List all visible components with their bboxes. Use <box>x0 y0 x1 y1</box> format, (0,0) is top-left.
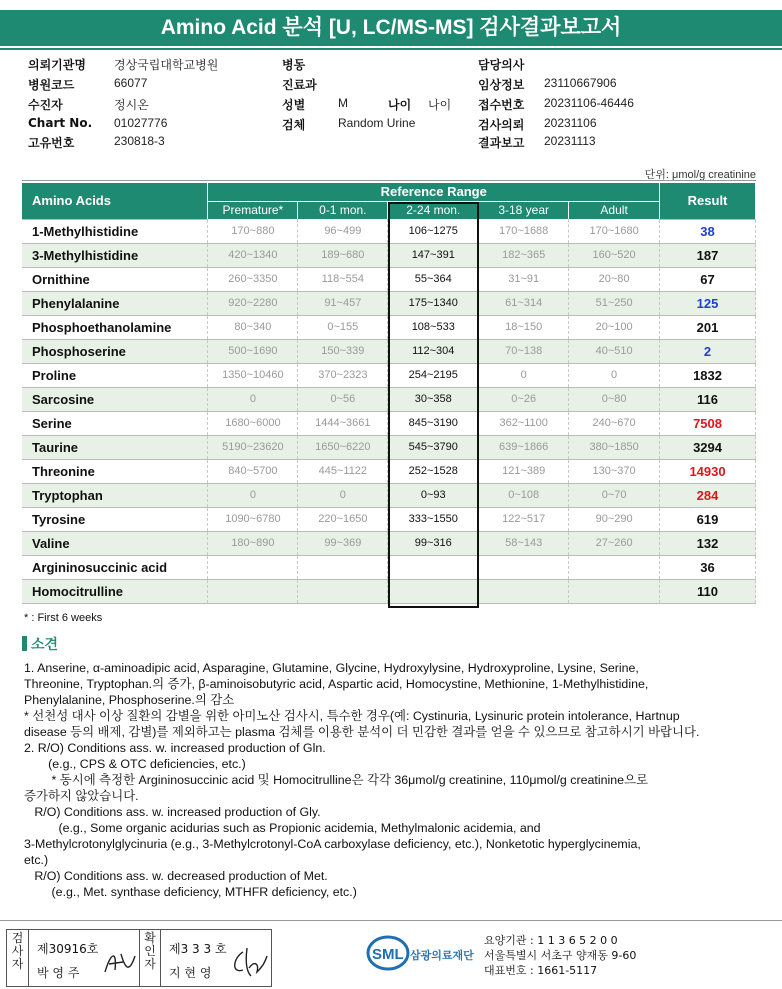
info-value: 230818-3 <box>114 134 165 148</box>
table-row <box>22 387 756 411</box>
reference-range-cell: 40~510 <box>569 339 660 363</box>
footnote: * : First 6 weeks <box>24 612 103 624</box>
result-value: 619 <box>660 507 756 531</box>
reference-range-cell: 90~290 <box>569 507 660 531</box>
reference-range-cell: 96~499 <box>298 219 388 243</box>
info-row <box>28 116 768 132</box>
findings-line: Threonine, Tryptophan.의 증가, β-aminoisobutyric acid, Aspartic acid, Homocystine, Methionine, 1-Methylhistidine, <box>24 677 649 691</box>
reference-range-cell: 170~880 <box>208 219 298 243</box>
reference-range-cell: 5190~23620 <box>208 435 298 459</box>
findings-line: R/O) Conditions ass. w. decreased production of Met. <box>24 869 328 883</box>
reference-range-cell: 91~457 <box>298 291 388 315</box>
logo-text: SML <box>372 946 404 963</box>
amino-acid-name: Threonine <box>22 459 208 483</box>
table-row <box>22 531 756 555</box>
reference-range-cell: 840~5700 <box>208 459 298 483</box>
info-row <box>28 76 768 92</box>
sml-logo-mark <box>366 933 476 973</box>
amino-acid-name: 1-Methylhistidine <box>22 219 208 243</box>
table-row <box>22 363 756 387</box>
findings-line: 3-Methylcrotonylglycinuria (e.g., 3-Methylcrotonyl-CoA carboxylase deficiency, etc.), Nonketotic hyperglycinemia, <box>24 837 641 851</box>
unit-label: 단위: μmol/g creatinine <box>644 169 756 181</box>
amino-acid-name: Ornithine <box>22 267 208 291</box>
info-row <box>28 134 768 150</box>
reference-range-cell: 1350~10460 <box>208 363 298 387</box>
info-label: Chart No. <box>28 116 93 130</box>
findings-line: 1. Anserine, α-aminoadipic acid, Asparagine, Glutamine, Glycine, Hydroxylysine, Hydroxyproline, Lysine, Serine, <box>24 661 639 675</box>
header-age-group: Premature* <box>208 201 298 219</box>
info-label: 고유번호 <box>28 136 75 150</box>
reference-range-cell <box>208 579 298 603</box>
confirmer-name: 지 현 영 <box>169 966 212 980</box>
reference-range-cell: 160~520 <box>569 243 660 267</box>
header-age-group: 0-1 mon. <box>298 201 388 219</box>
reference-range-cell: 0~108 <box>479 483 569 507</box>
org-name: 삼광의료재단 <box>410 949 474 962</box>
examiner-label: 검사자 <box>7 930 29 986</box>
info-value: 20231106 <box>544 116 597 130</box>
result-value: 3294 <box>660 435 756 459</box>
reference-range-cell: 180~890 <box>208 531 298 555</box>
info-row <box>28 96 768 112</box>
table-row <box>22 483 756 507</box>
table-row <box>22 411 756 435</box>
info-label: 결과보고 <box>478 136 525 150</box>
info-value: 나이 <box>428 98 452 112</box>
reference-range-cell: 150~339 <box>298 339 388 363</box>
result-value: 125 <box>660 291 756 315</box>
reference-range-cell: 61~314 <box>479 291 569 315</box>
findings-line: 증가하지 않았습니다. <box>24 789 139 803</box>
findings-line: disease 등의 배제, 감별)를 제외하고는 plasma 검체를 이용한 분석이 더 민감한 결과를 얻을 수 있으므로 참고하시기 바랍니다. <box>24 725 700 739</box>
result-value: 36 <box>660 555 756 579</box>
reference-range-cell: 0~80 <box>569 387 660 411</box>
info-label: 병동 <box>282 58 306 72</box>
header-age-group: 3-18 year <box>479 201 569 219</box>
confirmer-license: 제3 3 3 호 <box>169 942 227 956</box>
info-value: 23110667906 <box>544 76 617 90</box>
reference-range-cell: 240~670 <box>569 411 660 435</box>
table-row <box>22 435 756 459</box>
report-title-bar <box>0 10 782 46</box>
findings-title: 소견 <box>31 637 59 653</box>
result-value: 187 <box>660 243 756 267</box>
reference-range-cell: 260~3350 <box>208 267 298 291</box>
reference-range-cell: 99~369 <box>298 531 388 555</box>
reference-range-cell: 370~2323 <box>298 363 388 387</box>
reference-range-cell <box>298 579 388 603</box>
reference-range-cell: 118~554 <box>298 267 388 291</box>
reference-range-cell: 20~80 <box>569 267 660 291</box>
info-label: 검사의뢰 <box>478 118 525 132</box>
findings-line: Phenylalanine, Phosphoserine.의 감소 <box>24 693 235 707</box>
table-row <box>22 267 756 291</box>
amino-acid-name: Phosphoserine <box>22 339 208 363</box>
reference-range-cell: 0~26 <box>479 387 569 411</box>
reference-range-cell: 0~155 <box>298 315 388 339</box>
info-label: 나이 <box>388 98 412 112</box>
reference-range-cell: 182~365 <box>479 243 569 267</box>
reference-range-cell: 0~93 <box>388 483 479 507</box>
sml-logo <box>366 933 476 977</box>
org-line: 대표번호 : 1661-5117 <box>484 964 598 977</box>
reference-range-cell: 147~391 <box>388 243 479 267</box>
info-value: 정시온 <box>114 98 149 112</box>
result-value: 132 <box>660 531 756 555</box>
findings-line: (e.g., Some organic acidurias such as Propionic acidemia, Methylmalonic acidemia, and <box>24 821 541 835</box>
reference-range-cell: 845~3190 <box>388 411 479 435</box>
reference-range-cell <box>569 555 660 579</box>
reference-range-cell <box>569 579 660 603</box>
reference-range-cell: 220~1650 <box>298 507 388 531</box>
reference-range-cell: 0 <box>479 363 569 387</box>
reference-range-cell: 51~250 <box>569 291 660 315</box>
examiner-license: 제30916호 <box>37 942 99 956</box>
reference-range-cell: 112~304 <box>388 339 479 363</box>
info-label: 진료과 <box>282 78 317 92</box>
amino-acid-name: Taurine <box>22 435 208 459</box>
amino-acid-name: Argininosuccinic acid <box>22 555 208 579</box>
confirmer-signature <box>229 946 269 980</box>
table-row <box>22 291 756 315</box>
reference-range-cell: 170~1680 <box>569 219 660 243</box>
org-line: 요양기관 : 1 1 3 6 5 2 0 0 <box>484 934 618 947</box>
reference-range-cell: 920~2280 <box>208 291 298 315</box>
reference-range-cell: 18~150 <box>479 315 569 339</box>
info-value: 20231106-46446 <box>544 96 634 110</box>
amino-acid-name: Valine <box>22 531 208 555</box>
report-footer <box>0 920 782 989</box>
reference-range-cell: 0~70 <box>569 483 660 507</box>
findings-line: (e.g., Met. synthase deficiency, MTHFR deficiency, etc.) <box>24 885 357 899</box>
info-row <box>28 56 768 72</box>
reference-range-cell: 445~1122 <box>298 459 388 483</box>
reference-range-cell: 130~370 <box>569 459 660 483</box>
reference-range-cell: 362~1100 <box>479 411 569 435</box>
header-amino-acids: Amino Acids <box>22 183 208 219</box>
header-result: Result <box>660 183 756 219</box>
info-label: 검체 <box>282 118 306 132</box>
findings-line: R/O) Conditions ass. w. increased production of Gly. <box>24 805 321 819</box>
result-value: 110 <box>660 579 756 603</box>
reference-range-cell: 420~1340 <box>208 243 298 267</box>
unit-divider <box>22 180 756 181</box>
reference-range-cell: 99~316 <box>388 531 479 555</box>
reference-range-cell: 70~138 <box>479 339 569 363</box>
info-value: 20231113 <box>544 134 596 148</box>
reference-range-cell: 500~1690 <box>208 339 298 363</box>
reference-range-cell: 1650~6220 <box>298 435 388 459</box>
result-value: 2 <box>660 339 756 363</box>
table-row <box>22 459 756 483</box>
reference-range-cell: 20~100 <box>569 315 660 339</box>
findings-line: * 동시에 측정한 Argininosuccinic acid 및 Homocitrulline은 각각 36μmol/g creatinine, 110μmol/g creatinine으로 <box>24 773 648 787</box>
reference-range-cell <box>388 555 479 579</box>
info-label: 성별 <box>282 98 306 112</box>
reference-range-cell <box>479 555 569 579</box>
reference-range-cell: 189~680 <box>298 243 388 267</box>
result-value: 67 <box>660 267 756 291</box>
header-reference-range: Reference Range <box>208 183 660 201</box>
signature-box <box>6 929 272 987</box>
org-contact <box>484 933 636 978</box>
table-row <box>22 339 756 363</box>
reference-range-cell: 639~1866 <box>479 435 569 459</box>
header-age-group: Adult <box>569 201 660 219</box>
findings-heading <box>22 634 58 654</box>
info-label: 병원코드 <box>28 78 75 92</box>
table-row <box>22 243 756 267</box>
reference-range-cell: 175~1340 <box>388 291 479 315</box>
reference-range-cell: 55~364 <box>388 267 479 291</box>
reference-range-cell: 0 <box>208 483 298 507</box>
table-row <box>22 579 756 603</box>
reference-range-cell: 0 <box>569 363 660 387</box>
info-value: M <box>338 96 348 110</box>
reference-range-cell: 0~56 <box>298 387 388 411</box>
result-value: 14930 <box>660 459 756 483</box>
reference-range-cell <box>388 579 479 603</box>
reference-range-cell: 30~358 <box>388 387 479 411</box>
info-value: 01027776 <box>114 116 168 130</box>
reference-range-cell: 1680~6000 <box>208 411 298 435</box>
org-line: 서울특별시 서초구 양재동 9-60 <box>484 949 637 962</box>
table-row <box>22 507 756 531</box>
amino-acid-name: Tryptophan <box>22 483 208 507</box>
amino-acid-name: Phosphoethanolamine <box>22 315 208 339</box>
findings-line: * 선천성 대사 이상 질환의 감별을 위한 아미노산 검사시, 특수한 경우(예: Cystinuria, Lysinuric protein intolerance, Hartnup <box>24 709 680 723</box>
info-label: 의뢰기관명 <box>28 58 86 72</box>
examiner-signature <box>101 948 139 978</box>
amino-acid-name: Serine <box>22 411 208 435</box>
reference-range-cell <box>479 579 569 603</box>
reference-range-cell: 0 <box>298 483 388 507</box>
amino-acid-name: Homocitrulline <box>22 579 208 603</box>
reference-range-cell <box>298 555 388 579</box>
findings-line: 2. R/O) Conditions ass. w. increased production of Gln. <box>24 741 326 755</box>
info-label: 담당의사 <box>478 58 525 72</box>
reference-range-cell: 121~389 <box>479 459 569 483</box>
amino-acid-rows <box>22 219 756 603</box>
reference-range-cell: 108~533 <box>388 315 479 339</box>
section-marker <box>22 636 27 651</box>
reference-range-cell: 27~260 <box>569 531 660 555</box>
table-row <box>22 219 756 243</box>
reference-range-cell: 80~340 <box>208 315 298 339</box>
reference-range-cell: 1090~6780 <box>208 507 298 531</box>
info-value: 66077 <box>114 76 148 90</box>
result-value: 1832 <box>660 363 756 387</box>
table-row <box>22 315 756 339</box>
header-age-group: 2-24 mon. <box>388 201 479 219</box>
reference-range-cell: 545~3790 <box>388 435 479 459</box>
amino-acid-name: Phenylalanine <box>22 291 208 315</box>
info-label: 수진자 <box>28 98 63 112</box>
reference-range-cell: 254~2195 <box>388 363 479 387</box>
reference-range-cell: 333~1550 <box>388 507 479 531</box>
reference-range-cell: 1444~3661 <box>298 411 388 435</box>
amino-acid-name: Tyrosine <box>22 507 208 531</box>
reference-range-cell: 252~1528 <box>388 459 479 483</box>
info-label: 접수번호 <box>478 98 525 112</box>
reference-range-cell: 0 <box>208 387 298 411</box>
result-value: 38 <box>660 219 756 243</box>
reference-range-cell: 31~91 <box>479 267 569 291</box>
result-value: 284 <box>660 483 756 507</box>
findings-line: (e.g., CPS & OTC deficiencies, etc.) <box>24 757 246 771</box>
result-value: 7508 <box>660 411 756 435</box>
title-underline <box>0 48 782 50</box>
examiner-name: 박 영 주 <box>37 966 80 980</box>
amino-acid-name: 3-Methylhistidine <box>22 243 208 267</box>
reference-range-cell: 380~1850 <box>569 435 660 459</box>
amino-acid-table <box>22 183 756 604</box>
reference-range-cell: 58~143 <box>479 531 569 555</box>
result-value: 201 <box>660 315 756 339</box>
amino-acid-name: Sarcosine <box>22 387 208 411</box>
amino-acid-name: Proline <box>22 363 208 387</box>
findings-text <box>24 660 764 900</box>
reference-range-cell: 122~517 <box>479 507 569 531</box>
info-label: 임상정보 <box>478 78 525 92</box>
reference-range-cell: 106~1275 <box>388 219 479 243</box>
result-value: 116 <box>660 387 756 411</box>
table-row <box>22 555 756 579</box>
reference-range-cell <box>208 555 298 579</box>
info-value: 경상국립대학교병원 <box>114 58 219 72</box>
findings-line: etc.) <box>24 853 49 867</box>
report-title: Amino Acid 분석 [U, LC/MS-MS] 검사결과보고서 <box>160 16 622 39</box>
reference-range-cell: 170~1688 <box>479 219 569 243</box>
info-value: Random Urine <box>338 116 416 130</box>
confirmer-label: 확인자 <box>139 930 161 986</box>
